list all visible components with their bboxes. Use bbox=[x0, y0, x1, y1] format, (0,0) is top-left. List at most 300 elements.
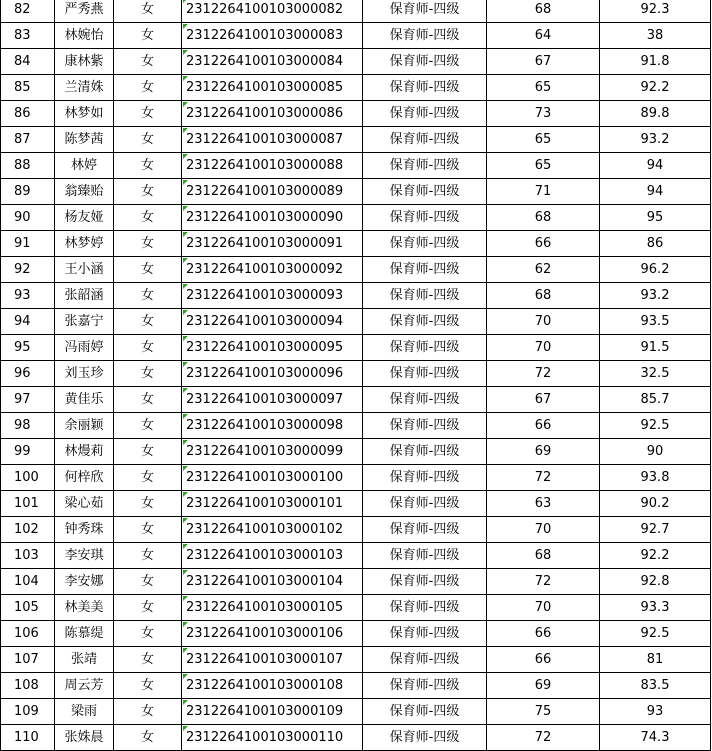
cell-number[interactable] bbox=[1, 127, 55, 153]
cell-occupation-level[interactable] bbox=[363, 491, 487, 517]
cell-number[interactable] bbox=[1, 725, 55, 751]
cell-number[interactable] bbox=[1, 699, 55, 725]
cell-theory-score[interactable] bbox=[487, 595, 600, 621]
cell-theory-score-text: 65 bbox=[534, 80, 552, 95]
cell-name[interactable] bbox=[55, 621, 114, 647]
cell-skill-score-text: 92.2 bbox=[640, 80, 670, 95]
cell-certificate-id-text: 2312264100103000107 bbox=[186, 652, 344, 667]
number-as-text-indicator-icon bbox=[183, 76, 188, 81]
cell-name[interactable] bbox=[55, 517, 114, 543]
cell-skill-score[interactable] bbox=[600, 595, 711, 621]
table-row bbox=[1, 647, 711, 673]
cell-skill-score-text: 74.3 bbox=[640, 730, 670, 745]
cell-name-text: 林婷 bbox=[70, 158, 97, 173]
number-as-text-indicator-icon bbox=[183, 518, 188, 523]
cell-certificate-id[interactable] bbox=[182, 595, 363, 621]
cell-number[interactable] bbox=[1, 101, 55, 127]
cell-gender-text: 女 bbox=[140, 548, 154, 563]
number-as-text-indicator-icon bbox=[183, 50, 188, 55]
cell-number-text: 106 bbox=[14, 626, 39, 641]
cell-name-text: 钟秀珠 bbox=[64, 522, 104, 537]
cell-name-text: 林婉怡 bbox=[64, 28, 104, 43]
cell-number[interactable] bbox=[1, 283, 55, 309]
cell-number-text: 98 bbox=[14, 418, 31, 433]
cell-name-text: 李安娜 bbox=[64, 574, 104, 589]
cell-occupation-level[interactable] bbox=[363, 361, 487, 387]
cell-occupation-level-text: 保育师-四级 bbox=[389, 210, 460, 225]
number-as-text-indicator-icon bbox=[183, 544, 188, 549]
cell-skill-score[interactable] bbox=[600, 621, 711, 647]
cell-occupation-level[interactable] bbox=[363, 335, 487, 361]
cell-number[interactable] bbox=[1, 231, 55, 257]
cell-certificate-id[interactable] bbox=[182, 231, 363, 257]
cell-name-text: 严秀燕 bbox=[64, 2, 104, 17]
cell-number[interactable] bbox=[1, 205, 55, 231]
cell-number[interactable] bbox=[1, 621, 55, 647]
cell-theory-score[interactable] bbox=[487, 49, 600, 75]
cell-skill-score[interactable] bbox=[600, 309, 711, 335]
cell-theory-score-text: 66 bbox=[534, 652, 552, 667]
cell-gender[interactable] bbox=[114, 257, 182, 283]
cell-skill-score[interactable] bbox=[600, 231, 711, 257]
cell-number[interactable] bbox=[1, 153, 55, 179]
table-row bbox=[1, 569, 711, 595]
cell-name[interactable] bbox=[55, 439, 114, 465]
cell-theory-score[interactable] bbox=[487, 101, 600, 127]
cell-gender-text: 女 bbox=[140, 704, 154, 719]
cell-gender[interactable] bbox=[114, 673, 182, 699]
cell-occupation-level[interactable] bbox=[363, 127, 487, 153]
cell-skill-score[interactable] bbox=[600, 0, 711, 23]
cell-gender[interactable] bbox=[114, 387, 182, 413]
cell-skill-score-text: 90 bbox=[646, 444, 664, 459]
cell-occupation-level[interactable] bbox=[363, 0, 487, 23]
cell-name[interactable] bbox=[55, 569, 114, 595]
cell-certificate-id[interactable] bbox=[182, 491, 363, 517]
cell-occupation-level-text: 保育师-四级 bbox=[389, 288, 460, 303]
cell-occupation-level-text: 保育师-四级 bbox=[389, 340, 460, 355]
cell-theory-score-text: 68 bbox=[534, 2, 552, 17]
cell-gender[interactable] bbox=[114, 699, 182, 725]
number-as-text-indicator-icon bbox=[183, 206, 188, 211]
cell-occupation-level[interactable] bbox=[363, 725, 487, 751]
cell-occupation-level[interactable] bbox=[363, 231, 487, 257]
cell-number[interactable] bbox=[1, 335, 55, 361]
cell-gender[interactable] bbox=[114, 517, 182, 543]
cell-occupation-level-text: 保育师-四级 bbox=[389, 470, 460, 485]
cell-skill-score[interactable] bbox=[600, 439, 711, 465]
cell-occupation-level[interactable] bbox=[363, 569, 487, 595]
cell-gender-text: 女 bbox=[140, 80, 154, 95]
cell-number[interactable] bbox=[1, 543, 55, 569]
cell-gender-text: 女 bbox=[140, 210, 154, 225]
cell-skill-score[interactable] bbox=[600, 647, 711, 673]
table-row bbox=[1, 49, 711, 75]
cell-gender-text: 女 bbox=[140, 28, 154, 43]
cell-occupation-level[interactable] bbox=[363, 465, 487, 491]
cell-number[interactable] bbox=[1, 569, 55, 595]
cell-gender-text: 女 bbox=[140, 470, 154, 485]
cell-number[interactable] bbox=[1, 387, 55, 413]
cell-number-text: 87 bbox=[14, 132, 31, 147]
cell-number-text: 100 bbox=[14, 470, 39, 485]
cell-gender[interactable] bbox=[114, 621, 182, 647]
cell-occupation-level[interactable] bbox=[363, 179, 487, 205]
cell-name[interactable] bbox=[55, 153, 114, 179]
cell-skill-score[interactable] bbox=[600, 699, 711, 725]
cell-skill-score[interactable] bbox=[600, 335, 711, 361]
cell-gender[interactable] bbox=[114, 101, 182, 127]
cell-certificate-id[interactable] bbox=[182, 543, 363, 569]
cell-skill-score[interactable] bbox=[600, 283, 711, 309]
cell-name[interactable] bbox=[55, 465, 114, 491]
cell-number-text: 86 bbox=[14, 106, 31, 121]
cell-theory-score[interactable] bbox=[487, 465, 600, 491]
cell-certificate-id[interactable] bbox=[182, 23, 363, 49]
cell-theory-score-text: 70 bbox=[534, 340, 552, 355]
cell-occupation-level[interactable] bbox=[363, 673, 487, 699]
cell-gender[interactable] bbox=[114, 335, 182, 361]
number-as-text-indicator-icon bbox=[183, 388, 188, 393]
cell-gender[interactable] bbox=[114, 309, 182, 335]
cell-occupation-level[interactable] bbox=[363, 23, 487, 49]
cell-skill-score[interactable] bbox=[600, 673, 711, 699]
cell-name[interactable] bbox=[55, 699, 114, 725]
cell-theory-score[interactable] bbox=[487, 543, 600, 569]
cell-certificate-id-text: 2312264100103000095 bbox=[186, 340, 344, 355]
cell-gender[interactable] bbox=[114, 439, 182, 465]
cell-gender-text: 女 bbox=[140, 2, 154, 17]
cell-number[interactable] bbox=[1, 595, 55, 621]
number-as-text-indicator-icon bbox=[183, 24, 188, 29]
cell-gender[interactable] bbox=[114, 49, 182, 75]
cell-name[interactable] bbox=[55, 127, 114, 153]
cell-name[interactable] bbox=[55, 309, 114, 335]
cell-certificate-id[interactable] bbox=[182, 49, 363, 75]
cell-name-text: 康林紫 bbox=[64, 54, 104, 69]
table-row bbox=[1, 283, 711, 309]
cell-occupation-level[interactable] bbox=[363, 49, 487, 75]
cell-number[interactable] bbox=[1, 673, 55, 699]
cell-gender[interactable] bbox=[114, 413, 182, 439]
cell-theory-score-text: 73 bbox=[534, 106, 552, 121]
cell-skill-score[interactable] bbox=[600, 23, 711, 49]
cell-certificate-id[interactable] bbox=[182, 283, 363, 309]
cell-number-text: 84 bbox=[14, 54, 31, 69]
cell-number-text: 83 bbox=[14, 28, 31, 43]
cell-certificate-id[interactable] bbox=[182, 205, 363, 231]
cell-certificate-id-text: 2312264100103000104 bbox=[186, 574, 344, 589]
cell-name[interactable] bbox=[55, 0, 114, 23]
cell-gender[interactable] bbox=[114, 205, 182, 231]
cell-skill-score[interactable] bbox=[600, 153, 711, 179]
cell-certificate-id[interactable] bbox=[182, 673, 363, 699]
cell-theory-score[interactable] bbox=[487, 725, 600, 751]
cell-number[interactable] bbox=[1, 0, 55, 23]
cell-occupation-level-text: 保育师-四级 bbox=[389, 184, 460, 199]
cell-name[interactable] bbox=[55, 387, 114, 413]
number-as-text-indicator-icon bbox=[183, 284, 188, 289]
cell-name[interactable] bbox=[55, 257, 114, 283]
cell-gender[interactable] bbox=[114, 647, 182, 673]
cell-occupation-level[interactable] bbox=[363, 283, 487, 309]
cell-certificate-id-text: 2312264100103000103 bbox=[186, 548, 344, 563]
cell-number[interactable] bbox=[1, 309, 55, 335]
cell-number-text: 107 bbox=[14, 652, 39, 667]
table-row bbox=[1, 543, 711, 569]
cell-name[interactable] bbox=[55, 179, 114, 205]
cell-number[interactable] bbox=[1, 491, 55, 517]
cell-number-text: 94 bbox=[14, 314, 31, 329]
table-row bbox=[1, 725, 711, 751]
cell-theory-score-text: 66 bbox=[534, 236, 552, 251]
cell-theory-score[interactable] bbox=[487, 179, 600, 205]
cell-number-text: 103 bbox=[14, 548, 39, 563]
cell-number[interactable] bbox=[1, 517, 55, 543]
cell-certificate-id[interactable] bbox=[182, 75, 363, 101]
cell-number[interactable] bbox=[1, 413, 55, 439]
cell-theory-score[interactable] bbox=[487, 387, 600, 413]
cell-gender[interactable] bbox=[114, 361, 182, 387]
table-row bbox=[1, 153, 711, 179]
cell-skill-score[interactable] bbox=[600, 569, 711, 595]
cell-theory-score[interactable] bbox=[487, 439, 600, 465]
cell-gender[interactable] bbox=[114, 231, 182, 257]
cell-gender[interactable] bbox=[114, 75, 182, 101]
cell-skill-score[interactable] bbox=[600, 257, 711, 283]
cell-skill-score[interactable] bbox=[600, 75, 711, 101]
cell-name[interactable] bbox=[55, 413, 114, 439]
cell-certificate-id[interactable] bbox=[182, 465, 363, 491]
cell-certificate-id[interactable] bbox=[182, 387, 363, 413]
cell-occupation-level[interactable] bbox=[363, 153, 487, 179]
cell-name[interactable] bbox=[55, 101, 114, 127]
cell-skill-score-text: 93 bbox=[646, 704, 664, 719]
cell-name[interactable] bbox=[55, 335, 114, 361]
cell-number[interactable] bbox=[1, 361, 55, 387]
cell-skill-score-text: 96.2 bbox=[640, 262, 670, 277]
cell-theory-score-text: 72 bbox=[534, 730, 552, 745]
cell-skill-score-text: 92.2 bbox=[640, 548, 670, 563]
cell-gender-text: 女 bbox=[140, 392, 154, 407]
cell-occupation-level-text: 保育师-四级 bbox=[389, 678, 460, 693]
table-row bbox=[1, 0, 711, 23]
cell-certificate-id[interactable] bbox=[182, 621, 363, 647]
cell-theory-score[interactable] bbox=[487, 699, 600, 725]
cell-occupation-level-text: 保育师-四级 bbox=[389, 314, 460, 329]
table-row bbox=[1, 595, 711, 621]
cell-occupation-level[interactable] bbox=[363, 101, 487, 127]
cell-certificate-id[interactable] bbox=[182, 361, 363, 387]
cell-skill-score[interactable] bbox=[600, 49, 711, 75]
cell-theory-score[interactable] bbox=[487, 621, 600, 647]
cell-theory-score[interactable] bbox=[487, 205, 600, 231]
cell-occupation-level-text: 保育师-四级 bbox=[389, 236, 460, 251]
cell-name[interactable] bbox=[55, 75, 114, 101]
cell-theory-score[interactable] bbox=[487, 0, 600, 23]
cell-gender-text: 女 bbox=[140, 730, 154, 745]
cell-theory-score[interactable] bbox=[487, 75, 600, 101]
cell-certificate-id[interactable] bbox=[182, 413, 363, 439]
cell-occupation-level[interactable] bbox=[363, 595, 487, 621]
cell-skill-score-text: 92.5 bbox=[640, 418, 670, 433]
cell-certificate-id[interactable] bbox=[182, 725, 363, 751]
cell-name-text: 梁心茹 bbox=[64, 496, 104, 511]
cell-skill-score[interactable] bbox=[600, 725, 711, 751]
cell-skill-score-text: 83.5 bbox=[640, 678, 670, 693]
cell-skill-score[interactable] bbox=[600, 205, 711, 231]
cell-name-text: 李安琪 bbox=[64, 548, 104, 563]
number-as-text-indicator-icon bbox=[183, 700, 188, 705]
number-as-text-indicator-icon bbox=[183, 154, 188, 159]
cell-name[interactable] bbox=[55, 647, 114, 673]
cell-certificate-id-text: 2312264100103000085 bbox=[186, 80, 344, 95]
cell-number[interactable] bbox=[1, 179, 55, 205]
cell-number[interactable] bbox=[1, 257, 55, 283]
cell-theory-score[interactable] bbox=[487, 283, 600, 309]
cell-number[interactable] bbox=[1, 23, 55, 49]
cell-gender[interactable] bbox=[114, 179, 182, 205]
cell-name[interactable] bbox=[55, 491, 114, 517]
cell-name[interactable] bbox=[55, 543, 114, 569]
cell-gender[interactable] bbox=[114, 127, 182, 153]
cell-occupation-level[interactable] bbox=[363, 257, 487, 283]
cell-occupation-level-text: 保育师-四级 bbox=[389, 496, 460, 511]
cell-skill-score[interactable] bbox=[600, 517, 711, 543]
cell-theory-score[interactable] bbox=[487, 673, 600, 699]
cell-theory-score[interactable] bbox=[487, 335, 600, 361]
cell-name[interactable] bbox=[55, 205, 114, 231]
cell-occupation-level[interactable] bbox=[363, 309, 487, 335]
table-row bbox=[1, 439, 711, 465]
cell-theory-score-text: 72 bbox=[534, 470, 552, 485]
cell-gender[interactable] bbox=[114, 569, 182, 595]
cell-gender-text: 女 bbox=[140, 288, 154, 303]
cell-name-text: 张姝晨 bbox=[64, 730, 104, 745]
cell-number-text: 90 bbox=[14, 210, 31, 225]
cell-occupation-level-text: 保育师-四级 bbox=[389, 574, 460, 589]
cell-gender[interactable] bbox=[114, 595, 182, 621]
cell-skill-score-text: 95 bbox=[646, 210, 664, 225]
cell-skill-score[interactable] bbox=[600, 361, 711, 387]
cell-skill-score[interactable] bbox=[600, 465, 711, 491]
cell-gender[interactable] bbox=[114, 153, 182, 179]
cell-certificate-id[interactable] bbox=[182, 569, 363, 595]
table-row bbox=[1, 491, 711, 517]
cell-theory-score[interactable] bbox=[487, 517, 600, 543]
cell-theory-score-text: 70 bbox=[534, 522, 552, 537]
cell-occupation-level[interactable] bbox=[363, 543, 487, 569]
cell-certificate-id-text: 2312264100103000099 bbox=[186, 444, 344, 459]
cell-name-text: 翁臻贻 bbox=[64, 184, 104, 199]
cell-skill-score[interactable] bbox=[600, 543, 711, 569]
cell-name[interactable] bbox=[55, 595, 114, 621]
cell-name[interactable] bbox=[55, 231, 114, 257]
cell-theory-score[interactable] bbox=[487, 231, 600, 257]
cell-skill-score[interactable] bbox=[600, 491, 711, 517]
cell-gender-text: 女 bbox=[140, 340, 154, 355]
cell-theory-score[interactable] bbox=[487, 23, 600, 49]
cell-occupation-level[interactable] bbox=[363, 647, 487, 673]
cell-occupation-level-text: 保育师-四级 bbox=[389, 652, 460, 667]
cell-skill-score[interactable] bbox=[600, 179, 711, 205]
cell-certificate-id[interactable] bbox=[182, 257, 363, 283]
cell-occupation-level[interactable] bbox=[363, 517, 487, 543]
cell-occupation-level[interactable] bbox=[363, 387, 487, 413]
cell-occupation-level[interactable] bbox=[363, 413, 487, 439]
cell-certificate-id[interactable] bbox=[182, 153, 363, 179]
cell-gender[interactable] bbox=[114, 543, 182, 569]
cell-number[interactable] bbox=[1, 75, 55, 101]
cell-theory-score[interactable] bbox=[487, 361, 600, 387]
cell-name[interactable] bbox=[55, 673, 114, 699]
cell-occupation-level-text: 保育师-四级 bbox=[389, 418, 460, 433]
cell-number[interactable] bbox=[1, 647, 55, 673]
cell-theory-score[interactable] bbox=[487, 569, 600, 595]
cell-certificate-id[interactable] bbox=[182, 179, 363, 205]
cell-number-text: 92 bbox=[14, 262, 31, 277]
cell-theory-score[interactable] bbox=[487, 309, 600, 335]
cell-certificate-id[interactable] bbox=[182, 335, 363, 361]
cell-occupation-level[interactable] bbox=[363, 621, 487, 647]
cell-certificate-id-text: 2312264100103000090 bbox=[186, 210, 344, 225]
cell-skill-score[interactable] bbox=[600, 127, 711, 153]
cell-name-text: 余丽颖 bbox=[64, 418, 104, 433]
cell-occupation-level-text: 保育师-四级 bbox=[389, 600, 460, 615]
cell-theory-score[interactable] bbox=[487, 413, 600, 439]
cell-skill-score[interactable] bbox=[600, 387, 711, 413]
cell-certificate-id[interactable] bbox=[182, 309, 363, 335]
cell-name-text: 林美美 bbox=[64, 600, 104, 615]
cell-theory-score[interactable] bbox=[487, 647, 600, 673]
cell-name[interactable] bbox=[55, 361, 114, 387]
cell-theory-score[interactable] bbox=[487, 257, 600, 283]
cell-number[interactable] bbox=[1, 465, 55, 491]
cell-gender[interactable] bbox=[114, 283, 182, 309]
cell-skill-score[interactable] bbox=[600, 101, 711, 127]
cell-name[interactable] bbox=[55, 49, 114, 75]
cell-number[interactable] bbox=[1, 439, 55, 465]
cell-certificate-id[interactable] bbox=[182, 647, 363, 673]
cell-occupation-level[interactable] bbox=[363, 205, 487, 231]
cell-name[interactable] bbox=[55, 725, 114, 751]
cell-certificate-id[interactable] bbox=[182, 699, 363, 725]
cell-name[interactable] bbox=[55, 23, 114, 49]
cell-gender-text: 女 bbox=[140, 158, 154, 173]
cell-occupation-level[interactable] bbox=[363, 699, 487, 725]
cell-theory-score[interactable] bbox=[487, 127, 600, 153]
cell-occupation-level[interactable] bbox=[363, 439, 487, 465]
cell-occupation-level[interactable] bbox=[363, 75, 487, 101]
cell-skill-score[interactable] bbox=[600, 413, 711, 439]
cell-gender[interactable] bbox=[114, 0, 182, 23]
cell-theory-score[interactable] bbox=[487, 153, 600, 179]
cell-certificate-id[interactable] bbox=[182, 517, 363, 543]
cell-number[interactable] bbox=[1, 49, 55, 75]
cell-name[interactable] bbox=[55, 283, 114, 309]
cell-certificate-id[interactable] bbox=[182, 0, 363, 23]
cell-gender[interactable] bbox=[114, 23, 182, 49]
cell-certificate-id[interactable] bbox=[182, 439, 363, 465]
cell-certificate-id[interactable] bbox=[182, 127, 363, 153]
cell-theory-score[interactable] bbox=[487, 491, 600, 517]
cell-name-text: 王小涵 bbox=[64, 262, 104, 277]
cell-gender-text: 女 bbox=[140, 574, 154, 589]
cell-certificate-id[interactable] bbox=[182, 101, 363, 127]
cell-gender[interactable] bbox=[114, 465, 182, 491]
cell-gender[interactable] bbox=[114, 725, 182, 751]
cell-gender[interactable] bbox=[114, 491, 182, 517]
